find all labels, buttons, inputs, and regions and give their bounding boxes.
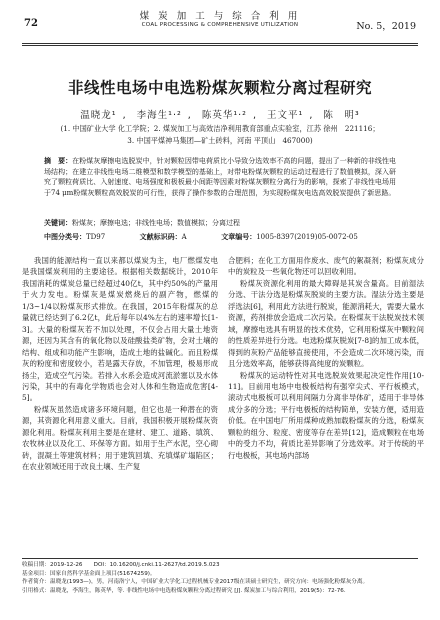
author-name: 李海生¹·² [136, 110, 182, 121]
author-name: 王文平¹ [267, 110, 304, 121]
footnotes [22, 561, 418, 595]
footnote-author-bio: 作者简介：温晓龙(1993—)，男，河南洛宁人，中国矿业大学化工过程机械专业2017级在读硕士研究生，研究方向：电场强化粉煤灰分离。 [22, 579, 369, 586]
article-id-value: 1005-8397(2019)05-0072-05 [256, 233, 358, 241]
author-name: 陈英华¹·² [201, 110, 247, 121]
journal-title-en: COAL PROCESSING & COMPREHENSIVE UTILIZATION [141, 22, 299, 28]
author-name: 温晓龙¹ [80, 110, 117, 121]
author-name: 陈 明³ [323, 110, 360, 121]
footnote-rule [22, 558, 418, 559]
code-label: 文献标识码： [139, 233, 182, 241]
author-list: 温晓龙¹ , 李海生¹·² , 陈英华¹·² , 王文平¹ , 陈 明³ [80, 110, 360, 121]
article-title: 非线性电场中电选粉煤灰颗粒分离过程研究 [67, 79, 372, 97]
body-paragraph: 粉煤灰的运动特性对其电选脱炭效果起决定性作用[10-11]。目前用电场中电极板结构有强窄尖式、平行板模式，滚动式电极板可以利用间隔力分离非导体矿，适用于非导体成分多的分选；平行电极板的结构简单，安装方便，适用造价低。在中国电厂所用煤种成熟加载粉煤灰的分选，粉煤灰颗粒的组分、粒度、密度等存在差异[12]，造成颗粒在电场中的受力不均，荷质比差异影响了分选效率。对于传统的平行电极板，其电场内部场 [228, 370, 424, 460]
keywords [44, 218, 396, 228]
keywords-label: 关键词： [44, 218, 72, 227]
class-value: TD97 [86, 233, 106, 241]
code-value: A [181, 233, 187, 241]
footnote-funding: 基金项目：国家自然科学基金面上项目(51674259)。 [22, 570, 156, 577]
body-paragraph: 我国的能源结构一直以来都以煤炭为主，电厂燃煤发电是我国煤炭利用的主要途径。根据相关数据统计，2010年我国消耗的煤炭总量已经超过40亿t，其中约50%的产量用于火力发电。粉煤灰是煤炭燃烧后的副产物，燃煤的1/3~1/4以粉煤灰形式排放。在我国，2015年粉煤灰的总量就已经达到了6.2亿t，此后每年以4%左右的速率增长[1-3]。大量的粉煤灰若不加以处理，不仅会占用大量土地资源，还因为其含有的氧化物以及硅酸盐类矿物，会对土壤的结构、组成和功能产生影响，造成土地的盐碱化。而且粉煤灰的粉度和密度较小，若是露天存放，不加管理，极易形成扬尘，造成空气污染。若排入水系会造成河流淤塞以及水体污染，其中的有毒化学物质也会对人体和生物造成危害[4-5]。 [22, 256, 218, 403]
classification-line [44, 232, 414, 242]
journal-title-cn: 煤 炭 加 工 与 综 合 利 用 [139, 11, 301, 22]
header-rule-thin [22, 45, 418, 46]
article-id-label: 文章编号： [221, 233, 257, 241]
class-label: 中图分类号： [44, 233, 86, 241]
body-paragraph: 合肥料；在化工方面用作废水、废气的絮凝剂；粉煤灰成分中的炭粒及一些氧化物还可以回收利用。 [228, 256, 424, 277]
running-header [0, 6, 440, 46]
abstract-text: 在粉煤灰摩擦电选脱炭中，针对颗粒因带电荷质比小导致分选效率不高的问题，提出了一种新的非线性电场结构；在建立非线性电场二维模型和数学模型的基础上，对带电粉煤灰颗粒的运动过程进行了数值模拟，深入研究了颗粒荷质比、入射速度、电场强度和极板最小间距等因素对粉煤灰颗粒分离行为的影响，探索了非线性电场用于74 μm粉煤灰颗粒高效脱炭的可行性，获得了操作参数的合理范围，为实现粉煤灰电选高效脱炭提供了新思路。 [44, 157, 397, 197]
page-number: 72 [24, 18, 38, 29]
body-paragraph: 粉煤灰虽然造成诸多环境问题，但它也是一种潜在的资源，其资源化利用意义重大。目前，我国积极开展粉煤灰资源化利用。粉煤灰利用主要是在建材、建工、道路、填筑、农牧林业以及化工、环保等方面。如用于生产水泥，空心砌砖，混凝土等建筑材料；用于建筑回填、充填煤矿塌陷区；在农业领域还用于改良土壤、生产复 [22, 404, 218, 472]
footnote-received: 收稿日期：2019-12-26 DOI：10.16200/j.cnki.11-2627/td.2019.5.023 [22, 562, 220, 568]
body-paragraph: 粉煤灰资源化利用的最大障碍是其炭含量高。目前湿法分选、干法分选是粉煤灰脱炭的主要方法。湿法分选主要是浮选法[6]，利用此方法进行脱炭，能源消耗大，需要大量水资源，药剂排放会造成二次污染。在粉煤灰干法脱炭技术领域，摩擦电选具有明显的技术优势，它利用粉煤灰中颗粒间的性质差异进行分选。电选粉煤灰脱炭[7-8]的加工成本低，得到的灰粉产品能够直接使用，不会造成二次环境污染，而且分选效率高，能够获得高纯度的炭颗粒。 [228, 278, 424, 369]
keywords-text: 粉煤灰；摩擦电选；非线性电场；数值模拟；分离过程 [72, 219, 240, 227]
issue-number: No. 5，2019 [356, 21, 416, 32]
body-column-left [22, 255, 218, 473]
affiliation-line: 3. 中国平煤神马集团—矿土砖料，河南 平顶山 467000) [127, 136, 313, 145]
abstract-label: 摘 要： [44, 157, 73, 165]
abstract [44, 156, 396, 198]
affiliation-line: (1. 中国矿业大学 化工学院；2. 煤炭加工与高效洁净利用教育部重点实验室，江苏 徐州 221116； [60, 124, 380, 133]
body-column-right [228, 255, 424, 461]
footnote-citation: 引用格式：温晓龙，李海生，陈英华，等. 非线性电场中电选粉煤灰颗粒分离过程研究 [J]. 煤炭加工与综合利用，2019(5)：72-76. [22, 587, 346, 594]
header-rule [22, 43, 418, 44]
